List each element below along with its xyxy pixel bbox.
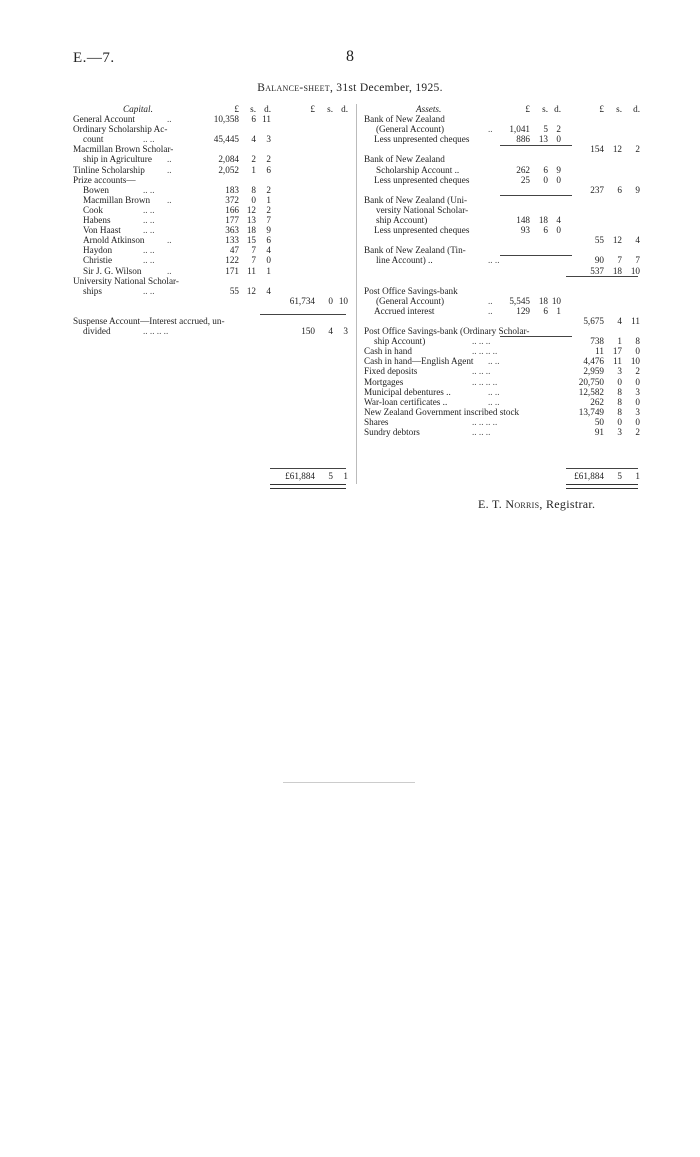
amount-s: 18 (538, 295, 548, 306)
amount-s: 7 (251, 245, 256, 256)
row-label: Post Office Savings-bank (Ordinary Scholar- (364, 326, 530, 337)
amount-d: 1 (556, 305, 561, 316)
row-label: Shares (364, 416, 389, 427)
leader-dots: .. .. .. .. (472, 416, 498, 427)
registrar-role: , Registrar. (539, 497, 596, 511)
amount-l: 2,052 (218, 164, 239, 175)
amount-l: 129 (516, 305, 530, 316)
ledger-row (364, 316, 640, 326)
amount-s: 7 (251, 255, 256, 266)
amount-d: 9 (266, 225, 271, 236)
amount-d: 0 (556, 174, 561, 185)
leader-dots: .. .. (488, 255, 500, 266)
amount-d: 0 (556, 225, 561, 236)
leader-dots: .. (167, 265, 172, 276)
row-label: line Account) .. (376, 255, 433, 266)
amount-s2: 0 (617, 376, 622, 387)
amount-d: 4 (266, 245, 271, 256)
row-label: Macmillan Brown (83, 194, 151, 205)
row-label: Sundry debtors (364, 427, 420, 437)
amount-l: 10,358 (213, 114, 239, 125)
amount-s2: 8 (617, 406, 622, 417)
ledger-row (73, 165, 348, 175)
amount-l: 372 (225, 194, 239, 205)
row-label: (General Account) (376, 295, 445, 306)
amount-s2: 12 (612, 144, 622, 155)
row-label: Accrued interest (374, 305, 435, 316)
currency-heading: £ (234, 104, 239, 114)
amount-d2: 10 (338, 295, 348, 306)
amount-d: 1 (266, 194, 271, 205)
amount-d: 7 (266, 215, 271, 226)
row-label: Haydon (83, 245, 113, 256)
page-number: 8 (346, 48, 354, 65)
amount-d2: 2 (635, 366, 640, 377)
total-row (364, 471, 640, 481)
document-reference: E.—7. (73, 50, 115, 66)
amount-s2: 12 (612, 235, 622, 246)
amount-d: 6 (266, 235, 271, 246)
amount-s2: 0 (617, 416, 622, 427)
row-label: ship in Agriculture (83, 154, 152, 165)
subtotal-rule (260, 314, 346, 315)
amount-l2: 5,675 (583, 315, 604, 326)
row-label: Fixed deposits (364, 366, 418, 377)
amount-l2: 61,734 (289, 295, 315, 306)
page-title (0, 82, 700, 94)
ledger-row (364, 407, 640, 417)
row-label: Sir J. G. Wilson (83, 265, 142, 276)
total-pence: 1 (343, 471, 348, 481)
currency-heading: s. (327, 104, 333, 114)
amount-d2: 2 (635, 144, 640, 155)
amount-s: 11 (247, 265, 256, 276)
currency-heading: d. (633, 104, 640, 114)
leader-dots: .. (167, 164, 172, 175)
amount-d2: 8 (635, 336, 640, 347)
amount-l2: 12,582 (578, 386, 604, 397)
amount-l: 25 (520, 174, 530, 185)
total-pence: 1 (635, 471, 640, 481)
amount-l2: 262 (590, 396, 604, 407)
ledger-row (364, 306, 640, 316)
amount-l: 262 (516, 164, 530, 175)
ledger-row (364, 387, 640, 397)
subtotal-rule (500, 336, 572, 337)
amount-s: 6 (543, 164, 548, 175)
row-label: Christie (83, 255, 113, 266)
ledger-row (364, 427, 640, 437)
row-label: New Zealand Government inscribed stock (364, 406, 520, 417)
liabilities-column (73, 104, 348, 481)
ledger-row (364, 124, 640, 134)
amount-s2: 3 (617, 366, 622, 377)
total-shillings: 5 (617, 471, 622, 481)
amount-s: 0 (543, 174, 548, 185)
ledger-row (364, 114, 640, 124)
total-pounds: £61,884 (574, 471, 604, 481)
ledger-row (73, 266, 348, 276)
leader-dots: .. .. (143, 184, 155, 195)
leader-dots: .. .. .. .. (143, 326, 169, 337)
row-label: Prize accounts— (73, 174, 136, 185)
row-label: Less unpresented cheques (374, 134, 470, 145)
amount-l2: 13,749 (578, 406, 604, 417)
amount-l: 171 (225, 265, 239, 276)
row-label: University National Scholar- (73, 275, 179, 286)
amount-s2: 8 (617, 386, 622, 397)
amount-s2: 4 (617, 315, 622, 326)
amount-d: 2 (266, 154, 271, 165)
ledger-row (73, 134, 348, 144)
amount-l: 2,084 (218, 154, 239, 165)
amount-s2: 8 (617, 396, 622, 407)
ledger-row (364, 154, 640, 164)
leader-dots: .. .. (143, 215, 155, 226)
row-label: Suspense Account—Interest accrued, un- (73, 315, 225, 326)
leader-dots: .. .. .. (472, 366, 491, 377)
row-label: Municipal debentures .. (364, 386, 451, 397)
leader-dots: .. (167, 235, 172, 246)
amount-l: 183 (225, 184, 239, 195)
amount-d2: 0 (635, 376, 640, 387)
amount-s: 6 (543, 225, 548, 236)
ledger-row (364, 245, 640, 255)
amount-l: 5,545 (509, 295, 530, 306)
total-rule (566, 468, 638, 469)
row-label: Scholarship Account .. (376, 164, 460, 175)
amount-d: 11 (262, 114, 271, 125)
ledger-row (364, 175, 640, 185)
ledger-row (364, 417, 640, 427)
amount-l: 363 (225, 225, 239, 236)
row-label: Bank of New Zealand (364, 114, 445, 125)
leader-dots: .. .. .. (472, 427, 491, 437)
amount-s2: 3 (617, 427, 622, 437)
leader-dots: .. .. .. (472, 336, 491, 347)
page-separator (283, 782, 415, 783)
section-heading: Capital. (123, 104, 153, 114)
row-label: Macmillan Brown Scholar- (73, 144, 174, 155)
amount-d: 0 (266, 255, 271, 266)
ledger-row (73, 235, 348, 245)
leader-dots: .. (167, 114, 172, 125)
row-label: Bank of New Zealand (Tin- (364, 245, 466, 256)
amount-l: 55 (229, 285, 239, 296)
leader-dots: .. .. (488, 356, 500, 367)
row-label: Bowen (83, 184, 110, 195)
total-double-rule (270, 484, 346, 489)
amount-l2: 150 (301, 326, 315, 337)
amount-l2: 4,476 (583, 356, 604, 367)
row-label: Habens (83, 215, 111, 226)
amount-d2: 10 (630, 356, 640, 367)
row-label: Cash in hand—English Agent (364, 356, 474, 367)
ledger-row (364, 255, 640, 265)
amount-s2: 18 (612, 265, 622, 276)
currency-heading: d. (341, 104, 348, 114)
ledger-row (73, 296, 348, 306)
registrar-name: E. T. Norris (478, 497, 540, 511)
leader-dots: .. (167, 194, 172, 205)
amount-l: 45,445 (213, 134, 239, 145)
amount-s: 6 (251, 114, 256, 125)
ledger-row (364, 346, 640, 356)
amount-d: 4 (266, 285, 271, 296)
amount-d2: 0 (635, 346, 640, 357)
ledger-row (364, 397, 640, 407)
amount-s: 15 (246, 235, 256, 246)
ledger-row (73, 175, 348, 185)
amount-l: 148 (516, 215, 530, 226)
amount-l: 93 (520, 225, 530, 236)
row-label: versity National Scholar- (376, 204, 469, 215)
amount-d: 9 (556, 164, 561, 175)
subtotal-rule (500, 195, 572, 196)
ledger-row (364, 165, 640, 175)
row-label: (General Account) (376, 124, 445, 135)
row-label: ships (83, 285, 102, 296)
ledger-row (73, 316, 348, 326)
leader-dots: .. .. .. .. (472, 376, 498, 387)
leader-dots: .. .. .. .. (472, 346, 498, 357)
subtotal-rule (566, 276, 638, 277)
ledger-row (73, 326, 348, 336)
amount-s: 12 (246, 285, 256, 296)
row-label: ship Account) (376, 215, 428, 226)
currency-heading: s. (542, 104, 548, 114)
title-main: Balance-sheet (257, 82, 330, 94)
ledger-row (364, 225, 640, 235)
row-label: Cook (83, 204, 103, 215)
leader-dots: .. .. (143, 134, 155, 145)
row-label: ship Account) (374, 336, 426, 347)
row-label: Von Haast (83, 225, 121, 236)
row-label: count (83, 134, 104, 145)
leader-dots: .. (488, 295, 493, 306)
leader-dots: .. (167, 154, 172, 165)
amount-d: 2 (556, 124, 561, 135)
currency-heading: £ (599, 104, 604, 114)
amount-d2: 7 (635, 255, 640, 266)
row-label: Bank of New Zealand (Uni- (364, 194, 468, 205)
leader-dots: .. .. (488, 396, 500, 407)
row-label: Bank of New Zealand (364, 154, 445, 165)
ledger-row (364, 185, 640, 195)
ledger-row (364, 286, 640, 296)
ledger-row (73, 276, 348, 286)
amount-l: 1,041 (509, 124, 530, 135)
row-label: Less unpresented cheques (374, 225, 470, 236)
amount-s: 12 (246, 204, 256, 215)
amount-d: 1 (266, 265, 271, 276)
ledger-row (364, 134, 640, 144)
column-heading-row (73, 104, 348, 114)
amount-d: 6 (266, 164, 271, 175)
amount-l: 122 (225, 255, 239, 266)
amount-s: 18 (538, 215, 548, 226)
amount-d: 4 (556, 215, 561, 226)
amount-s: 1 (251, 164, 256, 175)
amount-d2: 9 (635, 184, 640, 195)
amount-s: 13 (246, 215, 256, 226)
currency-heading: d. (554, 104, 561, 114)
amount-s2: 4 (328, 326, 333, 337)
total-shillings: 5 (328, 471, 333, 481)
total-rule (270, 468, 346, 469)
amount-d: 3 (266, 134, 271, 145)
ledger-row (364, 266, 640, 276)
amount-l2: 50 (594, 416, 604, 427)
amount-d: 2 (266, 184, 271, 195)
total-pounds: £61,884 (285, 471, 315, 481)
amount-s: 18 (246, 225, 256, 236)
amount-s: 0 (251, 194, 256, 205)
amount-l: 886 (516, 134, 530, 145)
ledger-row (73, 286, 348, 296)
row-label: Tinline Scholarship (73, 164, 145, 175)
amount-l2: 20,750 (578, 376, 604, 387)
row-label: divided (83, 326, 111, 337)
ledger-row (73, 124, 348, 134)
column-divider (356, 104, 357, 484)
row-label: War-loan certificates .. (364, 396, 448, 407)
amount-d2: 0 (635, 416, 640, 427)
section-heading: Assets. (416, 104, 442, 114)
amount-l2: 738 (590, 336, 604, 347)
currency-heading: £ (310, 104, 315, 114)
subtotal-rule (500, 145, 572, 146)
leader-dots: .. (488, 124, 493, 135)
amount-l2: 91 (594, 427, 604, 437)
ledger-row (73, 225, 348, 235)
amount-s: 6 (543, 305, 548, 316)
amount-l2: 11 (595, 346, 604, 357)
amount-s2: 7 (617, 255, 622, 266)
row-label: Mortgages (364, 376, 404, 387)
ledger-row (364, 377, 640, 387)
leader-dots: .. .. (143, 255, 155, 266)
currency-heading: d. (264, 104, 271, 114)
total-row (73, 471, 348, 481)
row-label: Cash in hand (364, 346, 412, 357)
leader-dots: .. .. (143, 285, 155, 296)
ledger-row (73, 215, 348, 225)
amount-l2: 55 (594, 235, 604, 246)
row-label: Arnold Atkinson (83, 235, 145, 246)
amount-d2: 11 (631, 315, 640, 326)
ledger-row (364, 326, 640, 336)
amount-d2: 2 (635, 427, 640, 437)
ledger-row (73, 114, 348, 124)
ledger-row (364, 366, 640, 376)
amount-l2: 2,959 (583, 366, 604, 377)
amount-d2: 3 (635, 406, 640, 417)
amount-s: 13 (538, 134, 548, 145)
ledger-row (364, 296, 640, 306)
amount-d: 10 (551, 295, 561, 306)
leader-dots: .. .. (143, 225, 155, 236)
ledger-row (364, 235, 640, 245)
amount-d2: 3 (343, 326, 348, 337)
assets-column (364, 104, 640, 481)
amount-d2: 3 (635, 386, 640, 397)
amount-s2: 0 (328, 295, 333, 306)
amount-l2: 537 (590, 265, 604, 276)
row-label: Post Office Savings-bank (364, 285, 458, 296)
amount-d2: 4 (635, 235, 640, 246)
amount-l: 133 (225, 235, 239, 246)
ledger-row (364, 215, 640, 225)
ledger-row (73, 185, 348, 195)
leader-dots: .. .. (143, 245, 155, 256)
amount-d2: 0 (635, 396, 640, 407)
amount-s: 8 (251, 184, 256, 195)
amount-s2: 6 (617, 184, 622, 195)
title-date: , 31st December, 1925. (329, 82, 443, 94)
leader-dots: .. (488, 305, 493, 316)
column-heading-row (364, 104, 640, 114)
amount-l2: 90 (594, 255, 604, 266)
ledger-row (73, 205, 348, 215)
leader-dots: .. .. (488, 386, 500, 397)
subtotal-rule (500, 255, 572, 256)
amount-d2: 10 (630, 265, 640, 276)
ledger-row (73, 255, 348, 265)
ledger-row (73, 245, 348, 255)
amount-s: 4 (251, 134, 256, 145)
amount-l: 166 (225, 204, 239, 215)
amount-s2: 1 (617, 336, 622, 347)
ledger-row (73, 144, 348, 154)
ledger-row (364, 276, 640, 286)
registrar-signature (478, 497, 595, 512)
row-label: Less unpresented cheques (374, 174, 470, 185)
amount-s: 2 (251, 154, 256, 165)
amount-l: 47 (229, 245, 239, 256)
amount-d: 0 (556, 134, 561, 145)
ledger-row (73, 195, 348, 205)
ledger-row (73, 154, 348, 164)
amount-l: 177 (225, 215, 239, 226)
row-label: General Account (73, 114, 135, 125)
amount-s: 5 (543, 124, 548, 135)
ledger-row (364, 356, 640, 366)
total-double-rule (566, 484, 638, 489)
amount-d: 2 (266, 204, 271, 215)
currency-heading: s. (250, 104, 256, 114)
leader-dots: .. .. (143, 204, 155, 215)
amount-s2: 17 (612, 346, 622, 357)
currency-heading: s. (616, 104, 622, 114)
row-label: Ordinary Scholarship Ac- (73, 124, 168, 135)
amount-l2: 237 (590, 184, 604, 195)
amount-l2: 154 (590, 144, 604, 155)
ledger-row (364, 336, 640, 346)
currency-heading: £ (525, 104, 530, 114)
ledger-row (364, 205, 640, 215)
ledger-row (364, 195, 640, 205)
amount-s2: 11 (613, 356, 622, 367)
